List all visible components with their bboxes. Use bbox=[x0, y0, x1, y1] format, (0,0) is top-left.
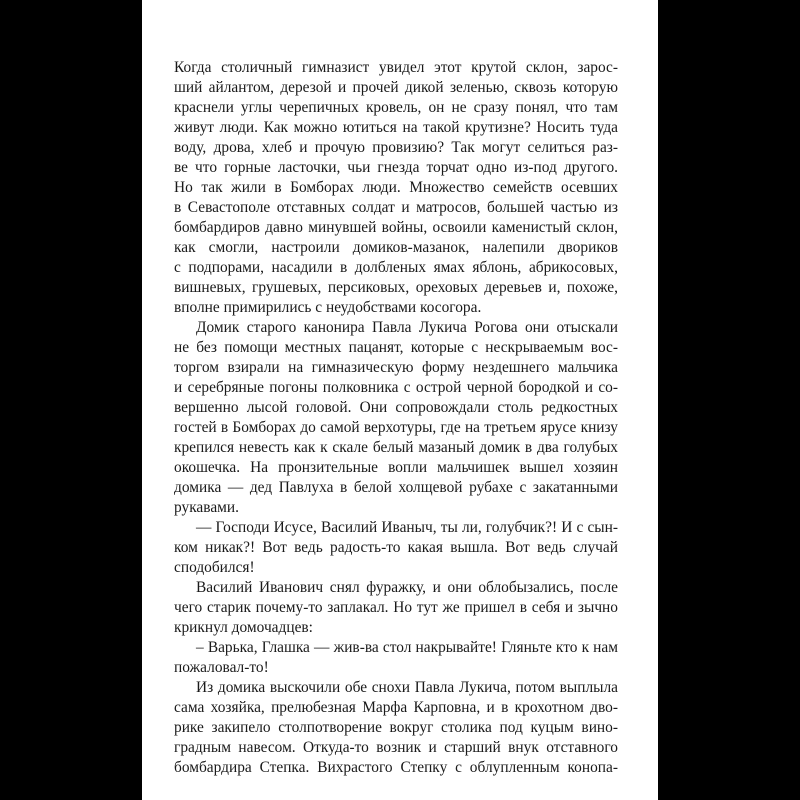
text-line: бомбардира Степка. Вихрастого Степку с облупленным конопа- bbox=[174, 759, 618, 776]
text-line: гостей в Бомборах до самой верхотуры, где на третьем ярусе книзу bbox=[174, 419, 618, 436]
text-line: сама хозяйка, прелюбезная Марфа Карповна, и в крохотном дво- bbox=[174, 699, 618, 716]
text-line: сподобился! bbox=[174, 559, 255, 576]
text-line: воду, дрова, хлеб и прочую провизию? Так могут селиться раз- bbox=[174, 139, 618, 156]
text-line: ве что горные ласточки, чьи гнезда торчат одно из-под другого. bbox=[174, 159, 618, 176]
book-page bbox=[142, 0, 658, 800]
text-line: крикнул домочадцев: bbox=[174, 619, 313, 636]
text-line: вишневых, грушевых, персиковых, ореховых деревьев и, похоже, bbox=[174, 279, 618, 296]
text-line: ший айлантом, дерезой и прочей дикой зеленью, сквозь которую bbox=[174, 79, 618, 96]
text-line: Но так жили в Бомборах люди. Множество семейств осевших bbox=[174, 179, 618, 196]
text-line: окошечка. На пронзительные вопли мальчишек вышел хозяин bbox=[174, 459, 618, 476]
text-line: Домик старого канонира Павла Лукича Рогова они отыскали bbox=[196, 319, 618, 336]
text-line: живут люди. Как можно ютиться на такой крутизне? Носить туда bbox=[174, 119, 618, 136]
text-line: как смогли, настроили домиков-мазанок, налепили двориков bbox=[174, 239, 618, 256]
text-line: чего старик почему-то заплакал. Но тут же пришел в себя и зычно bbox=[174, 599, 618, 616]
text-line: Из домика выскочили обе снохи Павла Лукича, потом выплыла bbox=[196, 679, 618, 696]
text-line: не без помощи местных пацанят, которые с нескрываемым вос- bbox=[174, 339, 618, 356]
text-line: ком никак?! Вот ведь радость-то какая вышла. Вот ведь случай bbox=[174, 539, 618, 556]
text-line: домика — дед Павлуха в белой холщевой рубахе с закатанными bbox=[174, 479, 618, 496]
text-line: и серебряные погоны полковника с острой черной бородкой и со- bbox=[174, 379, 618, 396]
text-line: рике закипело столпотворение вокруг столика под куцым вино- bbox=[174, 719, 618, 736]
text-line: пожаловал-то! bbox=[174, 659, 269, 676]
text-line: рукавами. bbox=[174, 499, 239, 516]
text-line: крепился невесть как к скале белый мазаный домик в два голубых bbox=[174, 439, 618, 456]
text-line: Когда столичный гимназист увидел этот крутой склон, зарос- bbox=[174, 59, 618, 76]
text-line: в Севастополе отставных солдат и матросов, большей частью из bbox=[174, 199, 618, 216]
text-line: вершенно лысой головой. Они сопровождали столь редкостных bbox=[174, 399, 618, 416]
text-line: краснели углы черепичных кровель, он не сразу понял, что там bbox=[174, 99, 618, 116]
text-line: вполне примирились с неудобствами косогора. bbox=[174, 299, 482, 316]
text-line: с подпорами, насадили в долбленых ямах яблонь, абрикосовых, bbox=[174, 259, 618, 276]
text-line: торгом взирали на гимназическую форму нездешнего мальчика bbox=[174, 359, 618, 376]
text-line: градным навесом. Откуда-то возник и старший внук отставного bbox=[174, 739, 618, 756]
text-line: Василий Иванович снял фуражку, и они облобызались, после bbox=[196, 579, 618, 596]
text-line: – Варька, Глашка — жив-ва стол накрывайте! Гляньте кто к нам bbox=[196, 639, 618, 656]
text-line: — Господи Исусе, Василий Иваныч, ты ли, голубчик?! И с сын- bbox=[196, 519, 618, 536]
text-line: бомбардиров давно минувшей войны, освоили каменистый склон, bbox=[174, 219, 618, 236]
